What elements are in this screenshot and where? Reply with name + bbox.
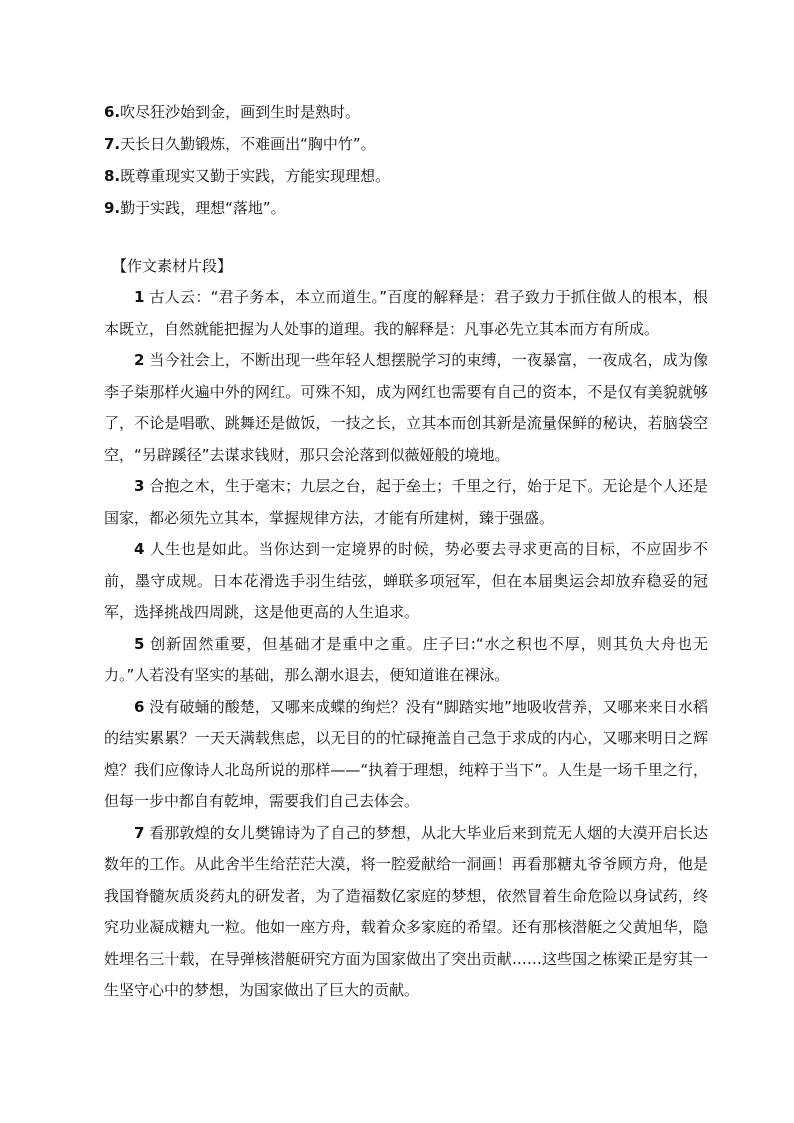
paragraph-text: 当今社会上，不断出现一些年轻人想摆脱学习的束缚，一夜暴富，一夜成名，成为像李子柒那样火遍中外的网红。可殊不知，成为网红也需要有自己的资本，不是仅有美貌就够了，不论是唱歌、跳舞还是做饭，一技之长，立其本而创其新是流量保鲜的秘诀，若脑袋空空，“另辟蹊径”去谋求钱财，那只会沦落到似薇娅般的境地。 [104,351,708,464]
list-item-text: 天长日久勤锻炼，不难画出“胸中竹”。 [120,135,376,153]
paragraph-text: 古人云：“君子务本，本立而道生。”百度的解释是：君子致力于抓住做人的根本，根本既立，自然就能把握为人处事的道理。我的解释是：凡事必先立其本而方有所成。 [104,288,708,338]
list-item-number: 7. [104,135,121,153]
paragraph-number: 2 [134,351,145,369]
paragraph-text: 看那敦煌的女儿樊锦诗为了自己的梦想，从北大毕业后来到荒无人烟的大漠开启长达数年的工作。从此舍半生给茫茫大漠，将一腔爱献给一洞画！再看那糖丸爷爷顾方舟，他是我国脊髓灰质炎药丸的研发者，为了造福数亿家庭的梦想，依然冒着生命危险以身试药，终究功业凝成糖丸一粒。他如一座方舟，载着众多家庭的希望。还有那核潜艇之父黄旭华，隐姓埋名三十载，在导弹核潜艇研究方面为国家做出了突出贡献……这些国之栋梁正是穷其一生坚守心中的梦想，为国家做出了巨大的贡献。 [104,823,708,999]
paragraph-number: 6 [134,697,145,716]
list-item [104,160,708,192]
paragraph [104,534,708,629]
paragraph-text: 人生也是如此。当你达到一定境界的时候，势必要去寻求更高的目标，不应固步不前，墨守成规。日本花滑选手羽生结弦，蝉联多项冠军，但在本届奥运会却放弃稳妥的冠军，选择挑战四周跳，这是他更高的人生追求。 [104,540,708,621]
paragraph-number: 5 [134,634,145,653]
list-item-number: 6. [104,103,121,121]
paragraph-number: 4 [134,540,145,558]
paragraph [104,818,708,1007]
list-item-number: 8. [104,167,121,185]
list-item-text: 勤于实践，理想“落地”。 [120,199,286,217]
paragraph [104,471,708,534]
paragraph [104,345,708,471]
section-title: 【作文素材片段】 [112,257,233,275]
paragraph-number: 1 [134,288,145,306]
list-item-text: 既尊重现实又勤于实践，方能实现理想。 [120,167,391,185]
list-item [104,96,708,128]
list-item [104,192,708,224]
paragraph-number: 7 [134,823,145,842]
paragraph-text: 创新固然重要，但基础才是重中之重。庄子曰:“水之积也不厚，则其负大舟也无力。”人若没有坚实的基础，那么潮水退去，便知道谁在裸泳。 [104,634,708,684]
paragraph [104,282,708,345]
document-content [104,96,708,1007]
list-item-text: 吹尽狂沙始到金，画到生时是熟时。 [120,103,361,121]
paragraph-number: 3 [134,477,145,495]
list-item [104,128,708,160]
paragraph [104,629,708,692]
paragraph-text: 合抱之木，生于毫末；九层之台，起于垒土；千里之行，始于足下。无论是个人还是国家，都必须先立其本，掌握规律方法，才能有所建树，臻于强盛。 [104,477,708,527]
paragraph-text: 没有破蛹的酸楚，又哪来成蝶的绚烂？没有“脚踏实地”地吸收营养，又哪来来日水稻的结实累累？一天天满载焦虑，以无目的的忙碌掩盖自己急于求成的内心，又哪来明日之辉煌？我们应像诗人北岛所说的那样——“执着于理想，纯粹于当下”。人生是一场千里之行，但每一步中都自有乾坤，需要我们自己去体会。 [104,697,708,810]
list-item-number: 9. [104,199,121,217]
paragraph [104,692,708,818]
